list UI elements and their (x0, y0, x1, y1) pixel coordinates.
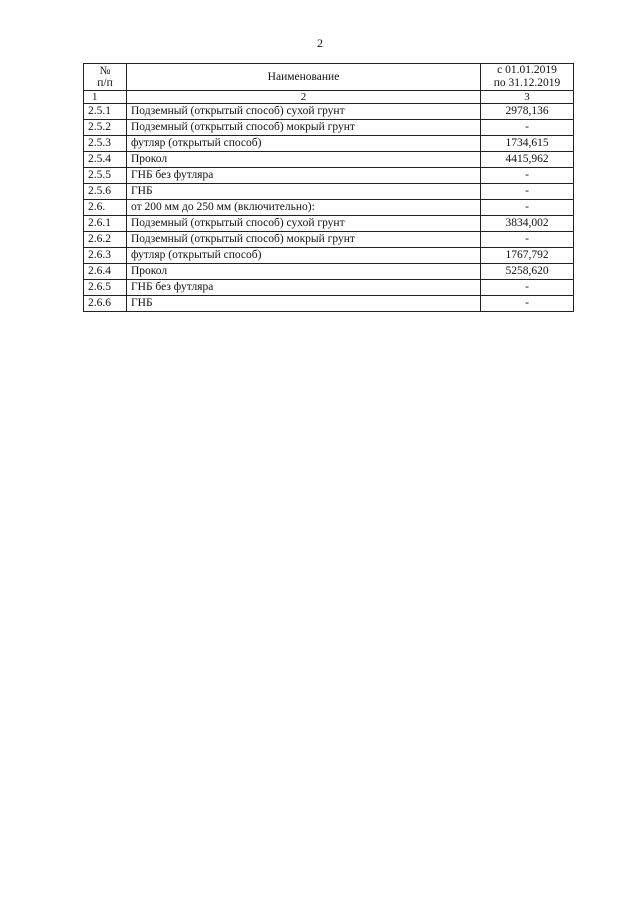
page-number: 2 (317, 36, 323, 50)
table-header-row (84, 64, 574, 91)
row-value: 1734,615 (481, 136, 574, 152)
row-name: Подземный (открытый способ) мокрый грунт (127, 232, 481, 248)
header-name: Наименование (127, 64, 481, 91)
tariff-table (83, 63, 574, 312)
table-row (84, 168, 574, 184)
row-number: 2.6. (84, 200, 127, 216)
row-name: ГНБ (127, 296, 481, 312)
row-value: - (481, 296, 574, 312)
row-number: 2.5.3 (84, 136, 127, 152)
table-row (84, 200, 574, 216)
row-value: 1767,792 (481, 248, 574, 264)
table-row (84, 184, 574, 200)
row-name: Подземный (открытый способ) сухой грунт (127, 216, 481, 232)
header-period (481, 64, 574, 91)
row-value: - (481, 280, 574, 296)
row-number: 2.5.1 (84, 104, 127, 120)
row-name: Прокол (127, 264, 481, 280)
header-number-line2: п/п (97, 77, 113, 89)
row-name: ГНБ без футляра (127, 168, 481, 184)
row-name: Прокол (127, 152, 481, 168)
header-number-line1: № (99, 65, 111, 77)
row-value: 5258,620 (481, 264, 574, 280)
header-period-line2: по 31.12.2019 (493, 77, 561, 89)
row-name: ГНБ без футляра (127, 280, 481, 296)
row-value: 3834,002 (481, 216, 574, 232)
row-number: 2.6.6 (84, 296, 127, 312)
table-row (84, 264, 574, 280)
row-value: - (481, 232, 574, 248)
row-number: 2.6.1 (84, 216, 127, 232)
column-index-3: 3 (481, 91, 574, 104)
row-value: 4415,962 (481, 152, 574, 168)
row-value: - (481, 184, 574, 200)
table-row (84, 280, 574, 296)
row-number: 2.5.5 (84, 168, 127, 184)
header-period-line1: с 01.01.2019 (497, 64, 557, 76)
row-name: футляр (открытый способ) (127, 136, 481, 152)
row-number: 2.6.2 (84, 232, 127, 248)
row-name: от 200 мм до 250 мм (включительно): (127, 200, 481, 216)
table-row (84, 296, 574, 312)
row-value: 2978,136 (481, 104, 574, 120)
table-row (84, 136, 574, 152)
column-index-1: 1 (84, 91, 127, 104)
row-number: 2.6.4 (84, 264, 127, 280)
header-number (84, 64, 127, 91)
row-number: 2.5.4 (84, 152, 127, 168)
row-number: 2.6.3 (84, 248, 127, 264)
table-row (84, 232, 574, 248)
row-name: Подземный (открытый способ) сухой грунт (127, 104, 481, 120)
row-value: - (481, 200, 574, 216)
table-row (84, 104, 574, 120)
table-row (84, 120, 574, 136)
row-name: Подземный (открытый способ) мокрый грунт (127, 120, 481, 136)
row-value: - (481, 120, 574, 136)
row-number: 2.5.2 (84, 120, 127, 136)
column-index-row (84, 91, 574, 104)
row-number: 2.6.5 (84, 280, 127, 296)
table-row (84, 248, 574, 264)
row-value: - (481, 168, 574, 184)
table-row (84, 216, 574, 232)
column-index-2: 2 (127, 91, 481, 104)
row-number: 2.5.6 (84, 184, 127, 200)
row-name: футляр (открытый способ) (127, 248, 481, 264)
row-name: ГНБ (127, 184, 481, 200)
table-row (84, 152, 574, 168)
